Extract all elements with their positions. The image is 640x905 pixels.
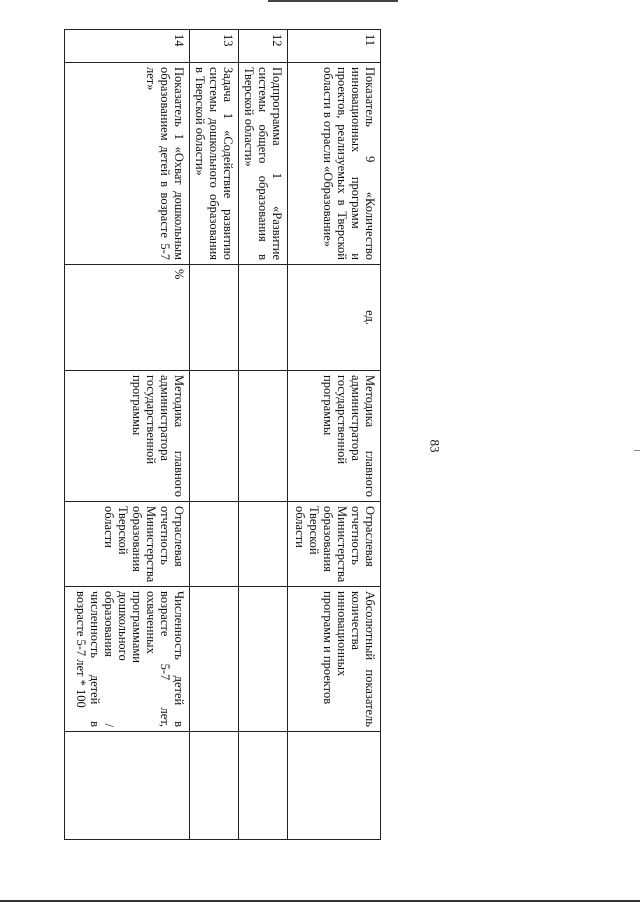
source-cell: Отраслевая отчетность Министерства образования Тверской области [288,502,381,587]
indicator-cell: Задача 1 «Содействие развитию системы дошкольного образования в Тверской области» [190,63,239,265]
table-row [239,30,288,840]
row-number: 14 [65,30,190,63]
indicator-table [64,29,381,840]
formula-cell [239,587,288,732]
extra-cell [190,732,239,840]
formula-cell: Численность детей в возрасте 5-7 лет, охваченных программами дошкольного образования / численность детей в возрасте 5-7 лет * 100 [65,587,190,732]
indicator-cell: Показатель 1 «Охват дошкольным образованием детей в возрасте 5-7 лет» [65,63,190,265]
margin-tick [634,450,640,451]
row-number: 11 [288,30,381,63]
table-row [288,30,381,840]
page-number: 83 [427,439,443,453]
source-cell: Отраслевая отчетность Министерства образования Тверской области [65,502,190,587]
row-number: 12 [239,30,288,63]
top-rule [268,0,398,2]
unit-cell [190,265,239,371]
bottom-rule [0,900,640,902]
unit-cell [239,265,288,371]
method-cell: Методика главного администратора государственной программы [65,371,190,502]
method-cell [239,371,288,502]
method-cell: Методика главного администратора государственной программы [288,371,381,502]
extra-cell [239,732,288,840]
rotated-table-wrapper [71,29,381,839]
unit-cell: ед. [288,265,381,371]
extra-cell [65,732,190,840]
formula-cell: Абсолютный показатель количества инновационных программ и проектов [288,587,381,732]
row-number: 13 [190,30,239,63]
table-row [190,30,239,840]
source-cell [190,502,239,587]
source-cell [239,502,288,587]
indicator-cell: Показатель 9 «Количество инновационных программ и проектов, реализуемых в Тверской области в отрасли «Образование» [288,63,381,265]
unit-cell: % [65,265,190,371]
table-row [65,30,190,840]
indicator-cell: Подпрограмма 1 «Развитие системы общего образования в Тверской области» [239,63,288,265]
extra-cell [288,732,381,840]
method-cell [190,371,239,502]
formula-cell [190,587,239,732]
